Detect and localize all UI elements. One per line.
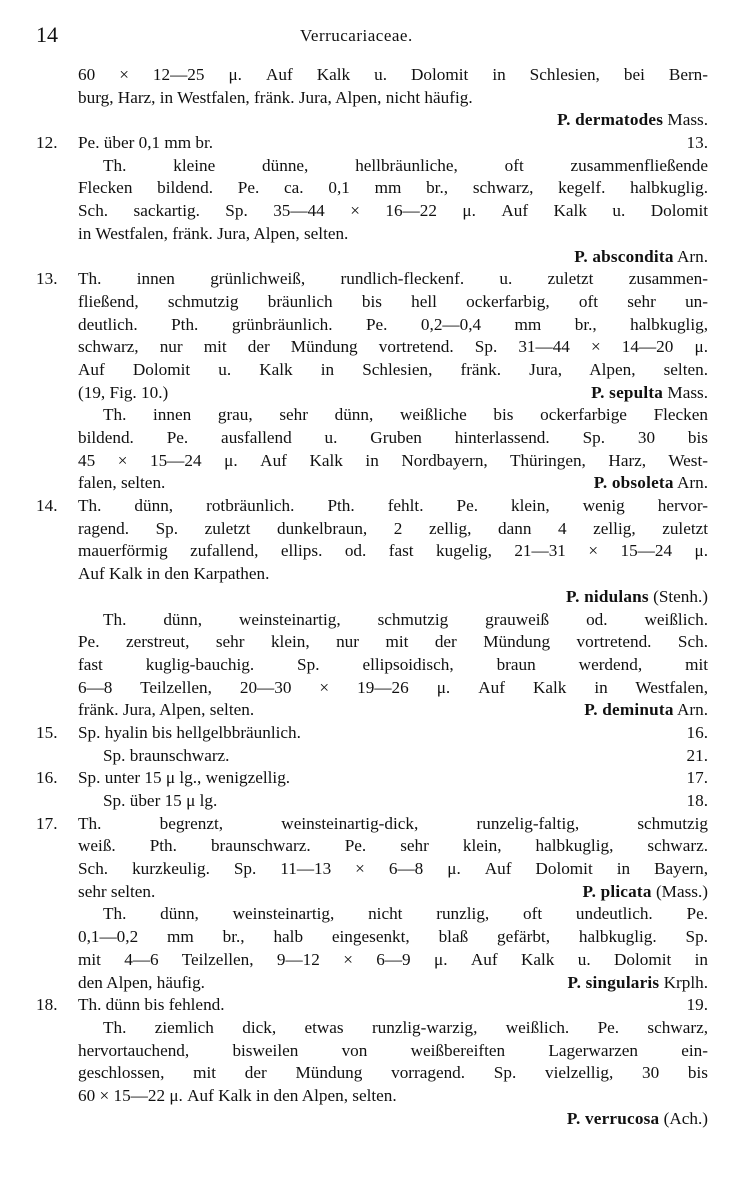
line-text: Th. ziemlich dick, etwas runzlig-warzig, weißlich. Pe. schwarz, (103, 1017, 708, 1037)
text-line (36, 427, 708, 450)
line-text: Th. dünn, weinsteinartig, nicht runzlig, oft undeutlich. Pe. (103, 904, 708, 924)
text-line (36, 223, 708, 246)
text-line (36, 926, 708, 949)
line-text: Th. innen grau, sehr dünn, weißliche bis ockerfarbige Flecken (103, 405, 708, 425)
text-line (36, 1017, 708, 1040)
couplet-number: 18. (36, 995, 58, 1015)
text-line (36, 64, 708, 87)
text-line (36, 1108, 708, 1131)
line-text: 60 × 12—25 μ. Auf Kalk u. Dolomit in Schlesien, bei Bern- (78, 65, 708, 84)
line-text: Pe. über 0,1 mm br. (78, 133, 214, 153)
text-line (36, 495, 708, 518)
couplet-number: 14. (36, 496, 58, 516)
lead-reference: 16. (686, 722, 708, 742)
line-text: Th. dünn, rotbräunlich. Pth. fehlt. Pe. klein, wenig hervor- (78, 496, 708, 516)
line-text: bildend. Pe. ausfallend u. Gruben hinterlassend. Sp. 30 bis (78, 428, 708, 447)
text-line (36, 518, 708, 541)
text-line (36, 631, 708, 654)
species-name: P. abscondita Arn. (574, 246, 708, 266)
line-text: 0,1—0,2 mm br., halb eingesenkt, blaß gefärbt, halbkuglig. Sp. (78, 927, 708, 947)
text-line (36, 745, 708, 768)
text-line (36, 563, 708, 586)
text-line (36, 382, 708, 405)
line-text: 45 × 15—24 μ. Auf Kalk in Nordbayern, Thüringen, Harz, West- (78, 450, 708, 470)
couplet-number: 13. (36, 269, 58, 289)
text-line (36, 586, 708, 609)
couplet-number: 15. (36, 722, 58, 742)
line-text: Th. dünn, weinsteinartig, schmutzig grauweiß od. weißlich. (103, 609, 708, 629)
text-line (36, 858, 708, 881)
text-line (36, 1085, 708, 1108)
line-text: falen, selten. (78, 473, 166, 493)
text-line (36, 767, 708, 790)
text-line (36, 109, 708, 132)
line-text: 6—8 Teilzellen, 20—30 × 19—26 μ. Auf Kalk in Westfalen, (78, 677, 708, 697)
text-line (36, 722, 708, 745)
text-line (36, 609, 708, 632)
line-text: in Westfalen, fränk. Jura, Alpen, selten. (78, 223, 349, 243)
line-text: fließend, schmutzig bräunlich bis hell ockerfarbig, oft sehr un- (78, 291, 708, 311)
text-line (36, 450, 708, 473)
text-line (36, 1040, 708, 1063)
species-name: P. verrucosa (Ach.) (566, 1108, 708, 1128)
line-text: Auf Kalk in den Karpathen. (78, 564, 270, 584)
lead-reference: 18. (686, 791, 708, 810)
text-line (36, 291, 708, 314)
line-text: weiß. Pth. braunschwarz. Pe. sehr klein, halbkuglig, schwarz. (78, 836, 708, 856)
text-line (36, 994, 708, 1017)
line-text: Th. kleine dünne, hellbräunliche, oft zusammenfließende (103, 155, 708, 175)
text-line (36, 200, 708, 223)
lead-reference: 17. (686, 768, 708, 788)
line-text: Auf Dolomit u. Kalk in Schlesien, fränk. Jura, Alpen, selten. (78, 359, 708, 379)
line-text: deutlich. Pth. grünbräunlich. Pe. 0,2—0,4 mm br., halbkuglig, (78, 314, 708, 334)
line-text: burg, Harz, in Westfalen, fränk. Jura, Alpen, nicht häufig. (78, 87, 473, 107)
species-name: P. dermatodes Mass. (557, 110, 708, 130)
running-head: Verrucariaceae. (300, 26, 413, 45)
lead-reference: 13. (686, 133, 708, 153)
text-line (36, 972, 708, 995)
line-text: mauerförmig zufallend, ellips. od. fast kugelig, 21—31 × 15—24 μ. (78, 541, 708, 561)
line-text: Sp. hyalin bis hellgelbbräunlich. (78, 722, 301, 742)
line-text: (19, Fig. 10.) (78, 382, 169, 402)
page-number: 14 (36, 22, 58, 47)
line-text: den Alpen, häufig. (78, 972, 205, 992)
line-text: Sp. braunschwarz. (103, 745, 230, 765)
text-line (36, 835, 708, 858)
line-text: fränk. Jura, Alpen, selten. (78, 700, 255, 720)
text-line (36, 314, 708, 337)
line-text: hervortauchend, bisweilen von weißbereiften Lagerwarzen ein- (78, 1040, 708, 1060)
line-text: ragend. Sp. zuletzt dunkelbraun, 2 zellig, dann 4 zellig, zuletzt (78, 518, 708, 538)
text-line (36, 1062, 708, 1085)
line-text: Th. dünn bis fehlend. (78, 995, 225, 1015)
line-text: 60 × 15—22 μ. Auf Kalk in den Alpen, selten. (78, 1085, 397, 1105)
line-text: schwarz, nur mit der Mündung vortretend. Sp. 31—44 × 14—20 μ. (78, 337, 708, 357)
text-line (36, 404, 708, 427)
line-text: Sch. kurzkeulig. Sp. 11—13 × 6—8 μ. Auf Dolomit in Bayern, (78, 859, 708, 879)
text-line (36, 155, 708, 178)
line-text: Th. innen grünlichweiß, rundlich-fleckenf. u. zuletzt zusammen- (78, 269, 708, 289)
species-name: P. obsoleta Arn. (593, 473, 708, 493)
text-line (36, 790, 708, 813)
text-line (36, 677, 708, 700)
species-name: P. nidulans (Stenh.) (566, 586, 708, 606)
text-line (36, 813, 708, 836)
text-line (36, 336, 708, 359)
species-name: P. sepulta Mass. (591, 382, 708, 402)
text-line (36, 903, 708, 926)
text-line (36, 246, 708, 269)
species-name: P. plicata (Mass.) (582, 881, 708, 901)
line-text: fast kuglig-bauchig. Sp. ellipsoidisch, braun werdend, mit (78, 654, 708, 674)
couplet-number: 16. (36, 768, 58, 788)
text-line (36, 132, 708, 155)
line-text: Sp. unter 15 μ lg., wenigzellig. (78, 768, 291, 788)
key-text-body (36, 64, 708, 1130)
line-text: mit 4—6 Teilzellen, 9—12 × 6—9 μ. Auf Kalk u. Dolomit in (78, 949, 708, 969)
text-line (36, 359, 708, 382)
line-text: sehr selten. (78, 881, 156, 901)
text-line (36, 654, 708, 677)
text-line (36, 881, 708, 904)
species-name: P. deminuta Arn. (584, 700, 708, 720)
lead-reference: 19. (686, 995, 708, 1015)
line-text: Sch. sackartig. Sp. 35—44 × 16—22 μ. Auf Kalk u. Dolomit (78, 201, 708, 221)
text-line (36, 472, 708, 495)
line-text: Pe. zerstreut, sehr klein, nur mit der Mündung vortretend. Sch. (78, 632, 708, 652)
line-text: Flecken bildend. Pe. ca. 0,1 mm br., schwarz, kegelf. halbkuglig. (78, 178, 708, 198)
text-line (36, 87, 708, 110)
text-line (36, 540, 708, 563)
text-line (36, 699, 708, 722)
page-header (36, 22, 726, 52)
line-text: geschlossen, mit der Mündung vorragend. Sp. vielzellig, 30 bis (78, 1063, 708, 1083)
text-line (36, 268, 708, 291)
line-text: Sp. über 15 μ lg. (103, 791, 218, 810)
lead-reference: 21. (686, 745, 708, 765)
couplet-number: 17. (36, 813, 58, 833)
couplet-number: 12. (36, 133, 58, 153)
text-line (36, 177, 708, 200)
line-text: Th. begrenzt, weinsteinartig-dick, runzelig-faltig, schmutzig (78, 813, 708, 833)
text-line (36, 949, 708, 972)
species-name: P. singularis Krplh. (567, 972, 708, 992)
